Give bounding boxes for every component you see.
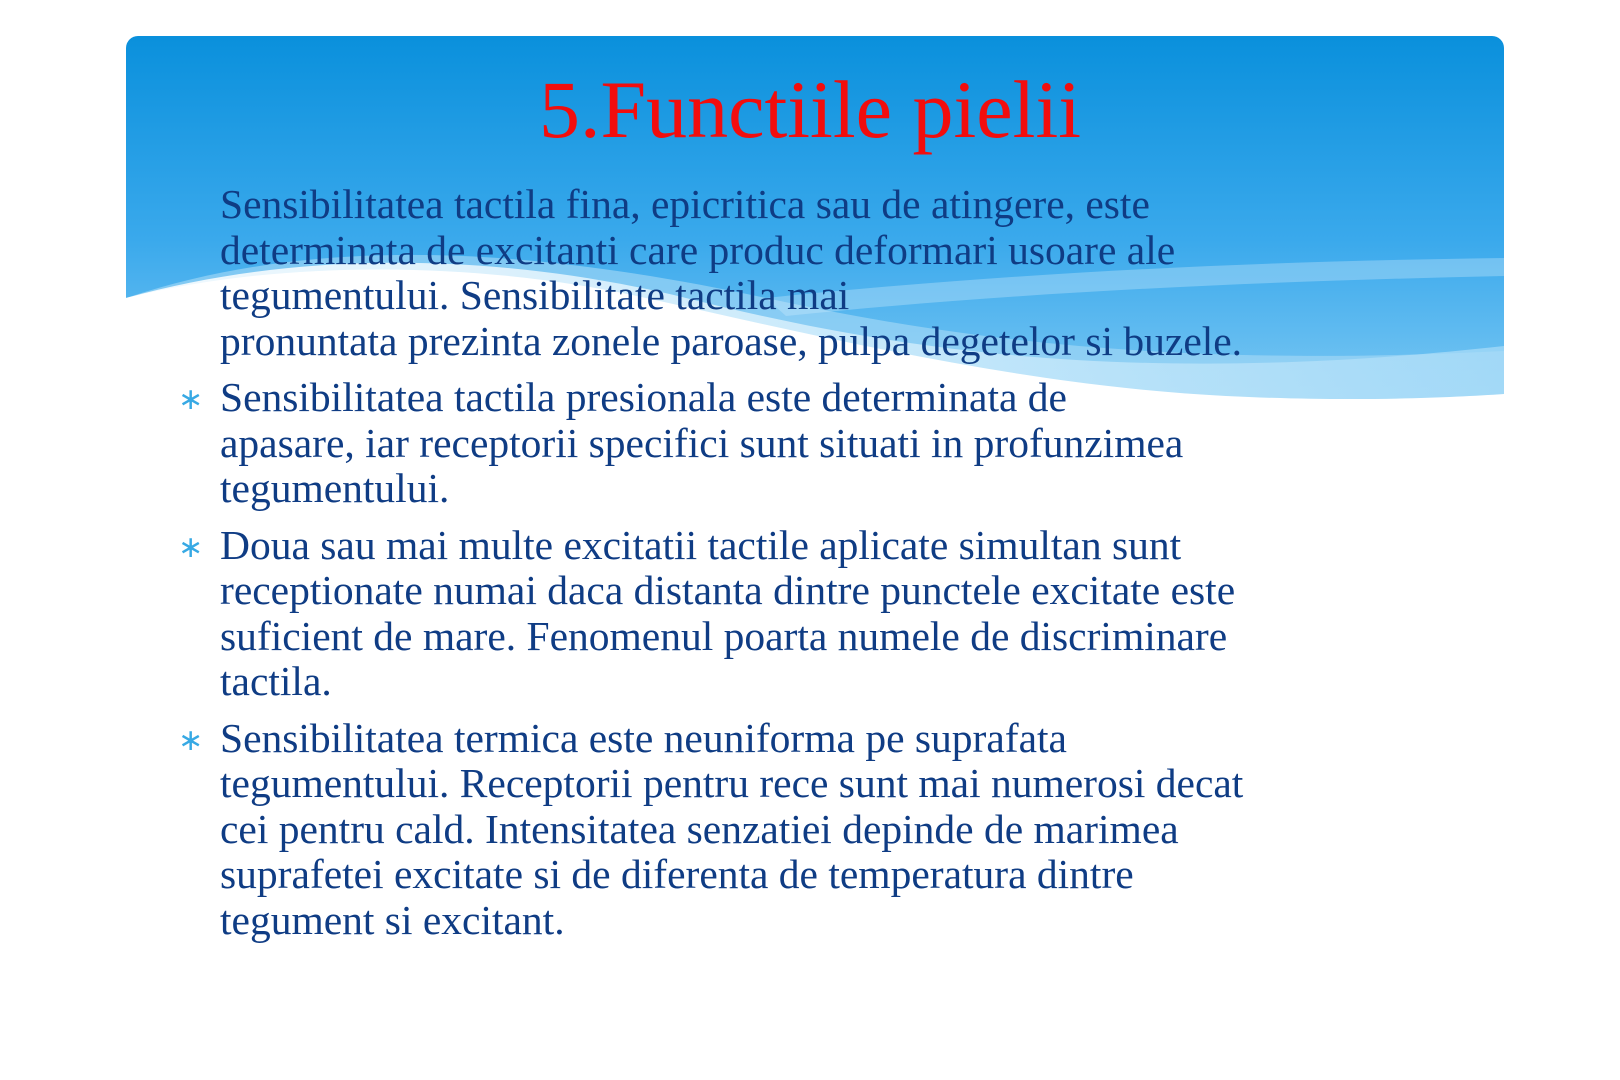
bullet-text-line: pronuntata prezinta zonele paroase, pulpa degetelor si buzele. <box>220 317 1243 364</box>
bullet-asterisk-icon: ∗ <box>178 382 204 417</box>
bullet-list <box>170 182 1430 954</box>
bullet-text-line: apasare, iar receptorii specifici sunt situati in profunzimea <box>220 419 1184 466</box>
bullet-text-line: Sensibilitatea tactila fina, epicritica sau de atingere, este <box>220 181 1150 227</box>
bullet-item-tactile-fine <box>170 182 1430 364</box>
slide-title: 5.Functiile pielii <box>538 64 1082 155</box>
bullet-asterisk-icon: ∗ <box>178 722 204 758</box>
bullet-item-thermal <box>170 716 1430 944</box>
bullet-asterisk-icon: ∗ <box>178 529 204 565</box>
bullet-text-line: tactila. <box>220 658 332 704</box>
bullet-text-line: suficient de mare. Fenomenul poarta numele de discriminare <box>220 612 1228 659</box>
bullet-text-line: tegumentului. <box>220 465 450 511</box>
bullet-text-line: Sensibilitatea termica este neuniforma pe suprafata <box>220 714 1067 761</box>
bullet-item-tactile-discrimination <box>170 523 1430 705</box>
bullet-text-line: tegument si excitant. <box>220 896 565 943</box>
bullet-text-line: suprafetei excitate si de diferenta de temperatura dintre <box>220 851 1134 897</box>
bullet-text-line: receptionate numai daca distanta dintre punctele excitate este <box>220 567 1236 613</box>
bullet-text-line: tegumentului. Sensibilitate tactila mai <box>220 272 850 318</box>
bullet-text-line: Doua sau mai multe excitatii tactile aplicate simultan sunt <box>220 521 1182 568</box>
bullet-text-line: determinata de excitanti care produc deformari usoare ale <box>220 226 1176 273</box>
bullet-item-tactile-pressure <box>170 375 1430 512</box>
bullet-text-line: cei pentru cald. Intensitatea senzatiei depinde de marimea <box>220 805 1179 852</box>
bullet-text-line: tegumentului. Receptorii pentru rece sunt mai numerosi decat <box>220 760 1244 806</box>
bullet-text-line: Sensibilitatea tactila presionala este determinata de <box>220 374 1067 420</box>
